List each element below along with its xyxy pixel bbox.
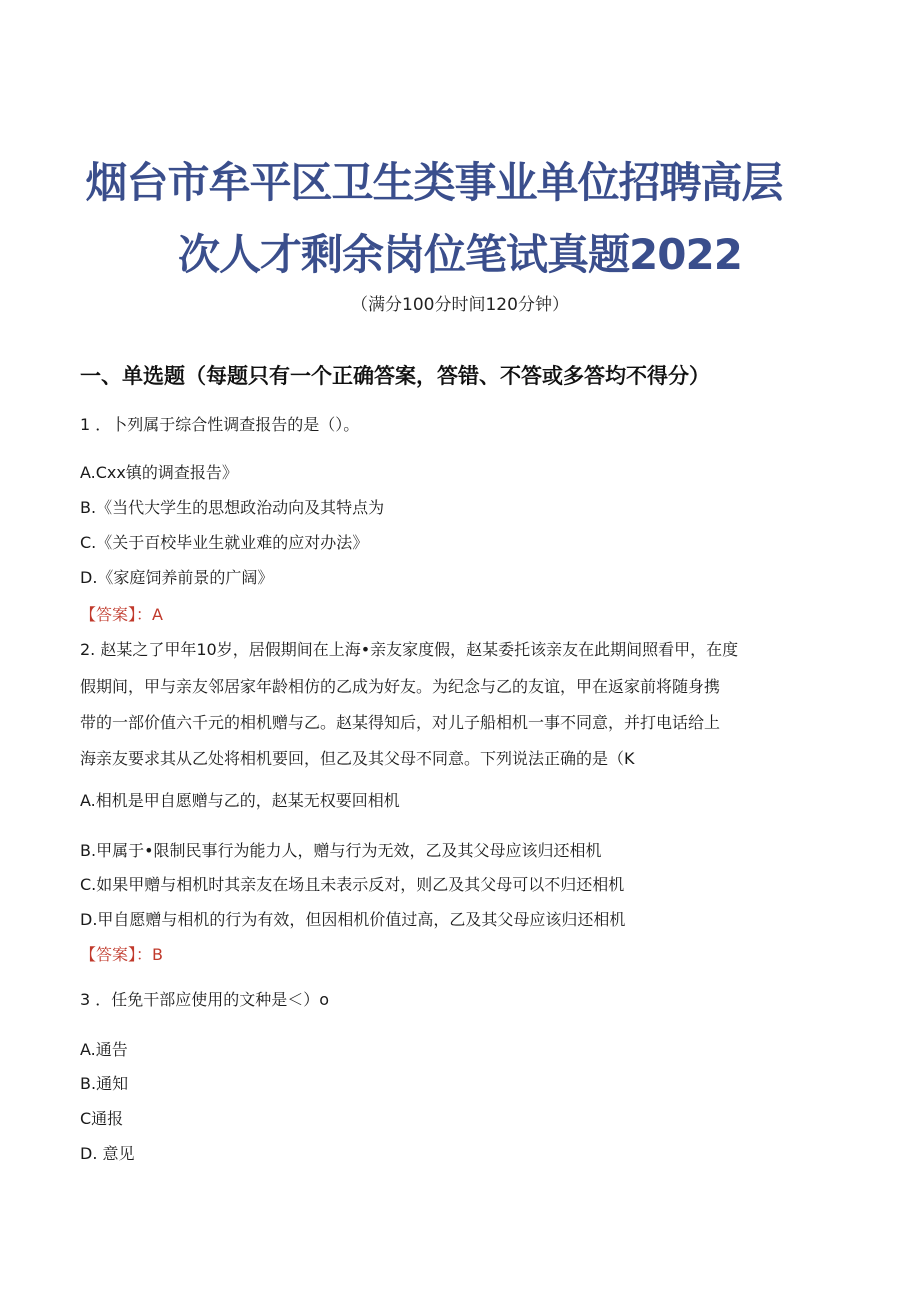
question-2-option-d: D.甲自愿赠与相机的行为有效，但因相机价值过高，乙及其父母应该归还相机 (80, 910, 626, 929)
question-2-option-c: C.如果甲赠与相机时其亲友在场且未表示反对，则乙及其父母可以不归还相机 (80, 875, 625, 894)
question-2-stem-line-4: 海亲友要求其从乙处将相机要回，但乙及其父母不同意。下列说法正确的是（K (80, 749, 635, 768)
question-3-option-b: B.通知 (80, 1074, 129, 1093)
question-3-option-d: D. 意见 (80, 1144, 135, 1163)
question-2-stem-line-2: 假期间，甲与亲友邻居家年龄相仿的乙成为好友。为纪念与乙的友谊，甲在返家前将随身携 (80, 677, 721, 696)
question-3-option-c: C通报 (80, 1109, 124, 1128)
document-title-line-1: 烟台市牟平区卫生类事业单位招聘高层 (85, 158, 783, 207)
question-2-option-b: B.甲属于•限制民事行为能力人，赠与行为无效，乙及其父母应该归还相机 (80, 841, 602, 860)
question-3-stem: 3 ．任免干部应使用的文种是＜）o (80, 990, 330, 1009)
question-3-option-a: A.通告 (80, 1040, 128, 1059)
question-2-stem-line-3: 带的一部价值六千元的相机赠与乙。赵某得知后，对儿子船相机一事不同意，并打电话给上 (80, 713, 721, 732)
document-title-line-2: 次人才剩余岗位笔试真题2022 (178, 230, 742, 279)
question-2-option-a: A.相机是甲自愿赠与乙的，赵某无权要回相机 (80, 791, 400, 810)
section-heading: 一、单选题（每题只有一个正确答案，答错、不答或多答均不得分） (80, 364, 710, 388)
question-1-option-c: C.《关于百校毕业生就业难的应对办法》 (80, 533, 369, 552)
question-2-stem-line-1: 2. 赵某之了甲年10岁，居假期间在上海•亲友家度假，赵某委托该亲友在此期间照看甲，在度 (80, 640, 739, 659)
question-1-stem: 1 ．卜列属于综合性调查报告的是（）。 (80, 415, 360, 434)
exam-info-subtitle: （满分100分时间120分钟） (351, 295, 569, 315)
question-1-answer: 【答案】：A (80, 605, 163, 624)
question-1-option-a: A.Cxx镇的调查报告》 (80, 463, 238, 482)
question-1-option-b: B.《当代大学生的思想政治动向及其特点为 (80, 498, 385, 517)
question-2-answer: 【答案】：B (80, 945, 163, 964)
question-1-option-d: D.《家庭饲养前景的广阔》 (80, 568, 274, 587)
